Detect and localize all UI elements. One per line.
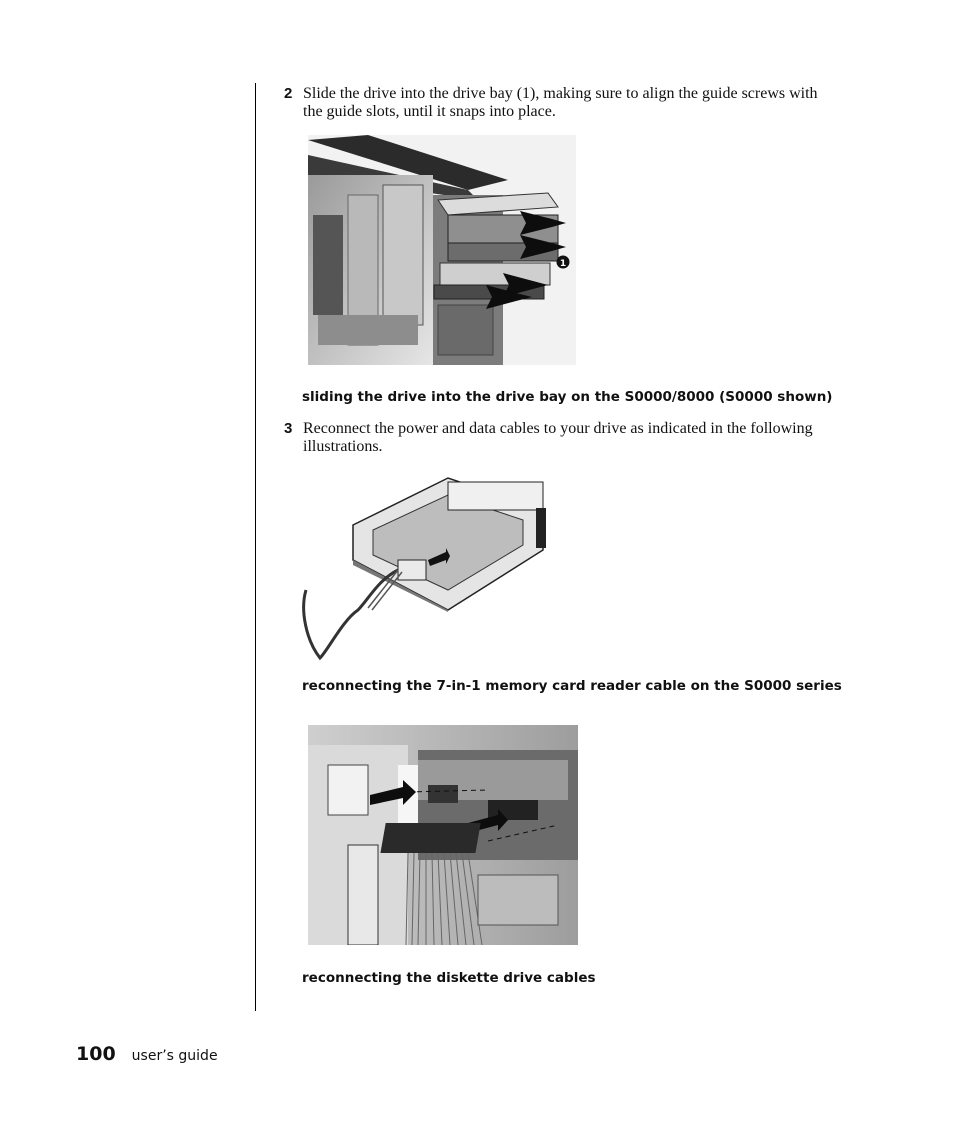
page-number: 100 bbox=[76, 1043, 116, 1065]
page-footer bbox=[76, 1043, 218, 1065]
step-number: 2 bbox=[284, 85, 293, 102]
figure-caption: reconnecting the 7-in-1 memory card reader cable on the S0000 series bbox=[302, 678, 842, 694]
drive-bay-illustration bbox=[308, 135, 576, 365]
figure-caption: sliding the drive into the drive bay on the S0000/8000 (S0000 shown) bbox=[302, 389, 833, 405]
callout-1: 1 bbox=[559, 259, 567, 269]
step-2 bbox=[284, 85, 824, 121]
step-text: Reconnect the power and data cables to your drive as indicated in the following illustrations. bbox=[303, 420, 813, 455]
step-text: Slide the drive into the drive bay (1), making sure to align the guide screws with the guide slots, until it snaps into place. bbox=[303, 85, 818, 120]
card-reader-illustration bbox=[298, 470, 558, 665]
document-name: user’s guide bbox=[131, 1048, 218, 1064]
diskette-cable-illustration bbox=[308, 725, 578, 945]
figure-caption: reconnecting the diskette drive cables bbox=[302, 970, 596, 986]
step-number: 3 bbox=[284, 420, 293, 437]
step-3 bbox=[284, 420, 824, 456]
margin-rule bbox=[255, 83, 256, 1011]
